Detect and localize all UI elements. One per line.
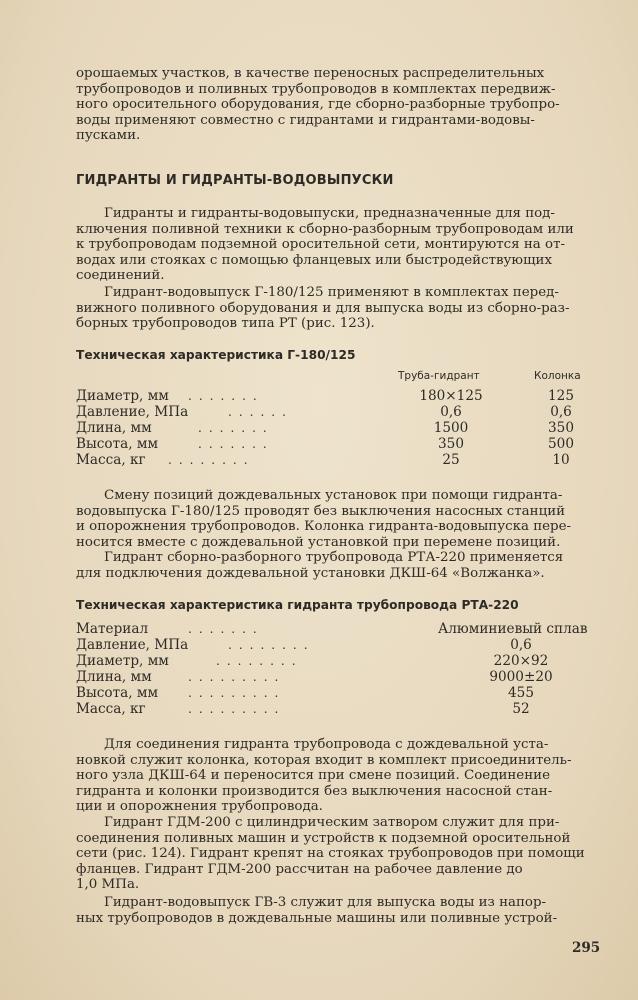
text-line: ции и опорожнения трубопровода. [76, 799, 323, 815]
text-line: борных трубопроводов типа РТ (рис. 123). [76, 316, 375, 332]
dot-leader: ....... [198, 421, 274, 435]
row-value: 455 [508, 685, 534, 701]
text-line: Гидранты и гидранты-водовыпуски, предназначенные для под- [104, 206, 555, 221]
row-label: Длина, мм [76, 420, 152, 436]
row-value-column: 500 [548, 436, 574, 452]
row-value: 220×92 [493, 653, 549, 669]
row-value-pipe: 350 [438, 436, 464, 452]
text-line: к трубопроводам подземной оросительной сети, монтируются на от- [76, 237, 566, 253]
row-label: Длина, мм [76, 669, 152, 685]
row-value-pipe: 1500 [433, 420, 469, 436]
table-row [76, 637, 596, 653]
table1-col1-header: Труба-гидрант [398, 370, 480, 382]
row-value: 0,6 [510, 637, 532, 653]
table-row [76, 388, 596, 404]
text-line: соединения поливных машин и устройств к подземной оросительной [76, 830, 571, 846]
text-line: и опорожнения трубопроводов. Колонка гидранта-водовыпуска пере- [76, 519, 572, 535]
g180-paragraph [76, 285, 596, 332]
row-label: Диаметр, мм [76, 388, 169, 404]
text-line: Гидрант сборно-разборного трубопровода РТА-220 применяется [104, 550, 564, 566]
hydrants-paragraph [76, 206, 596, 284]
dot-leader: ........ [168, 453, 255, 467]
section-heading: ГИДРАНТЫ И ГИДРАНТЫ-ВОДОВЫПУСКИ [76, 173, 394, 188]
row-label: Давление, МПа [76, 404, 189, 420]
row-label: Масса, кг [76, 452, 146, 468]
text-line: фланцев. Гидрант ГДМ-200 рассчитан на рабочее давление до [76, 861, 523, 877]
row-label: Давление, МПа [76, 637, 189, 653]
text-line: водовыпуска Г-180/125 проводят без выключения насосных станций [76, 503, 566, 519]
gv3-paragraph [76, 895, 596, 926]
intro-paragraph [76, 66, 596, 144]
row-value-column: 350 [548, 420, 574, 436]
connection-paragraph [76, 737, 596, 815]
dot-leader: ......... [188, 702, 286, 716]
row-value-pipe: 25 [442, 452, 460, 468]
row-label: Диаметр, мм [76, 653, 169, 669]
text-line: носится вместе с дождевальной установкой при перемене позиций. [76, 534, 561, 550]
row-value-column: 10 [552, 452, 570, 468]
dot-leader: ...... [228, 405, 293, 419]
row-value-column: 125 [548, 388, 574, 404]
row-value-column: 0,6 [550, 404, 572, 420]
table-row [76, 685, 596, 701]
row-label: Материал [76, 621, 149, 637]
dot-leader: ........ [216, 654, 303, 668]
row-value: Алюминиевый сплав [438, 621, 588, 637]
row-label: Высота, мм [76, 436, 159, 452]
table2-title: Техническая характеристика гидранта трубопровода РТА-220 [76, 598, 519, 612]
text-line: пусками. [76, 128, 141, 144]
text-line: вижного поливного оборудования и для выпуска воды из сборно-раз- [76, 300, 570, 316]
text-line: гидранта и колонки производится без выключения насосной стан- [76, 783, 553, 799]
row-value: 52 [512, 701, 530, 717]
text-line: Гидрант ГДМ-200 с цилиндрическим затвором служит для при- [104, 815, 560, 830]
text-line: соединений. [76, 268, 165, 284]
table-row [76, 404, 596, 420]
text-line: Смену позиций дождевальных установок при помощи гидранта- [104, 488, 563, 503]
text-line: водах или стояках с помощью фланцевых или быстродействующих [76, 252, 553, 268]
table2 [76, 621, 596, 717]
table-row [76, 701, 596, 717]
dot-leader: ....... [188, 389, 264, 403]
dot-leader: ......... [188, 686, 286, 700]
row-value: 9000±20 [489, 669, 553, 685]
text-line: ных трубопроводов в дождевальные машины или поливные устрой- [76, 910, 558, 926]
table-row [76, 621, 596, 637]
table1-col2-header: Колонка [534, 370, 581, 382]
text-line: сети (рис. 124). Гидрант крепят на стояках трубопроводов при помощи [76, 846, 585, 862]
table-row [76, 436, 596, 452]
table1 [76, 388, 596, 468]
text-line: ного узла ДКШ-64 и переносится при смене позиций. Соединение [76, 768, 550, 784]
text-line: Гидрант-водовыпуск ГВ-3 служит для выпуска воды из напор- [104, 895, 547, 910]
text-line: 1,0 МПа. [76, 877, 140, 893]
dot-leader: ......... [188, 670, 286, 684]
row-value-pipe: 180×125 [419, 388, 483, 404]
text-line: ключения поливной техники к сборно-разборным трубопроводам или [76, 221, 574, 237]
gdm200-paragraph [76, 815, 596, 893]
table-row [76, 420, 596, 436]
text-line: Для соединения гидранта трубопровода с дождевальной уста- [104, 737, 549, 752]
dot-leader: ....... [198, 437, 274, 451]
text-line: ного оросительного оборудования, где сборно-разборные трубопро- [76, 97, 560, 113]
row-value-pipe: 0,6 [440, 404, 462, 420]
page-number: 295 [572, 940, 601, 956]
text-line: орошаемых участков, в качестве переносных распределительных [76, 66, 545, 81]
text-line: для подключения дождевальной установки ДКШ-64 «Волжанка». [76, 565, 545, 581]
text-line: новкой служит колонка, которая входит в комплект присоединитель- [76, 752, 572, 768]
table1-title: Техническая характеристика Г-180/125 [76, 348, 356, 362]
dot-leader: ........ [228, 638, 315, 652]
table-row [76, 653, 596, 669]
table-row [76, 669, 596, 685]
table-row [76, 452, 596, 468]
row-label: Масса, кг [76, 701, 146, 717]
row-label: Высота, мм [76, 685, 159, 701]
text-line: трубопроводов и поливных трубопроводов в комплектах передвиж- [76, 81, 556, 97]
text-line: Гидрант-водовыпуск Г-180/125 применяют в комплектах перед- [104, 285, 559, 300]
text-line: воды применяют совместно с гидрантами и гидрантами-водовы- [76, 112, 535, 128]
position-change-paragraph [76, 488, 596, 582]
dot-leader: ....... [188, 622, 264, 636]
